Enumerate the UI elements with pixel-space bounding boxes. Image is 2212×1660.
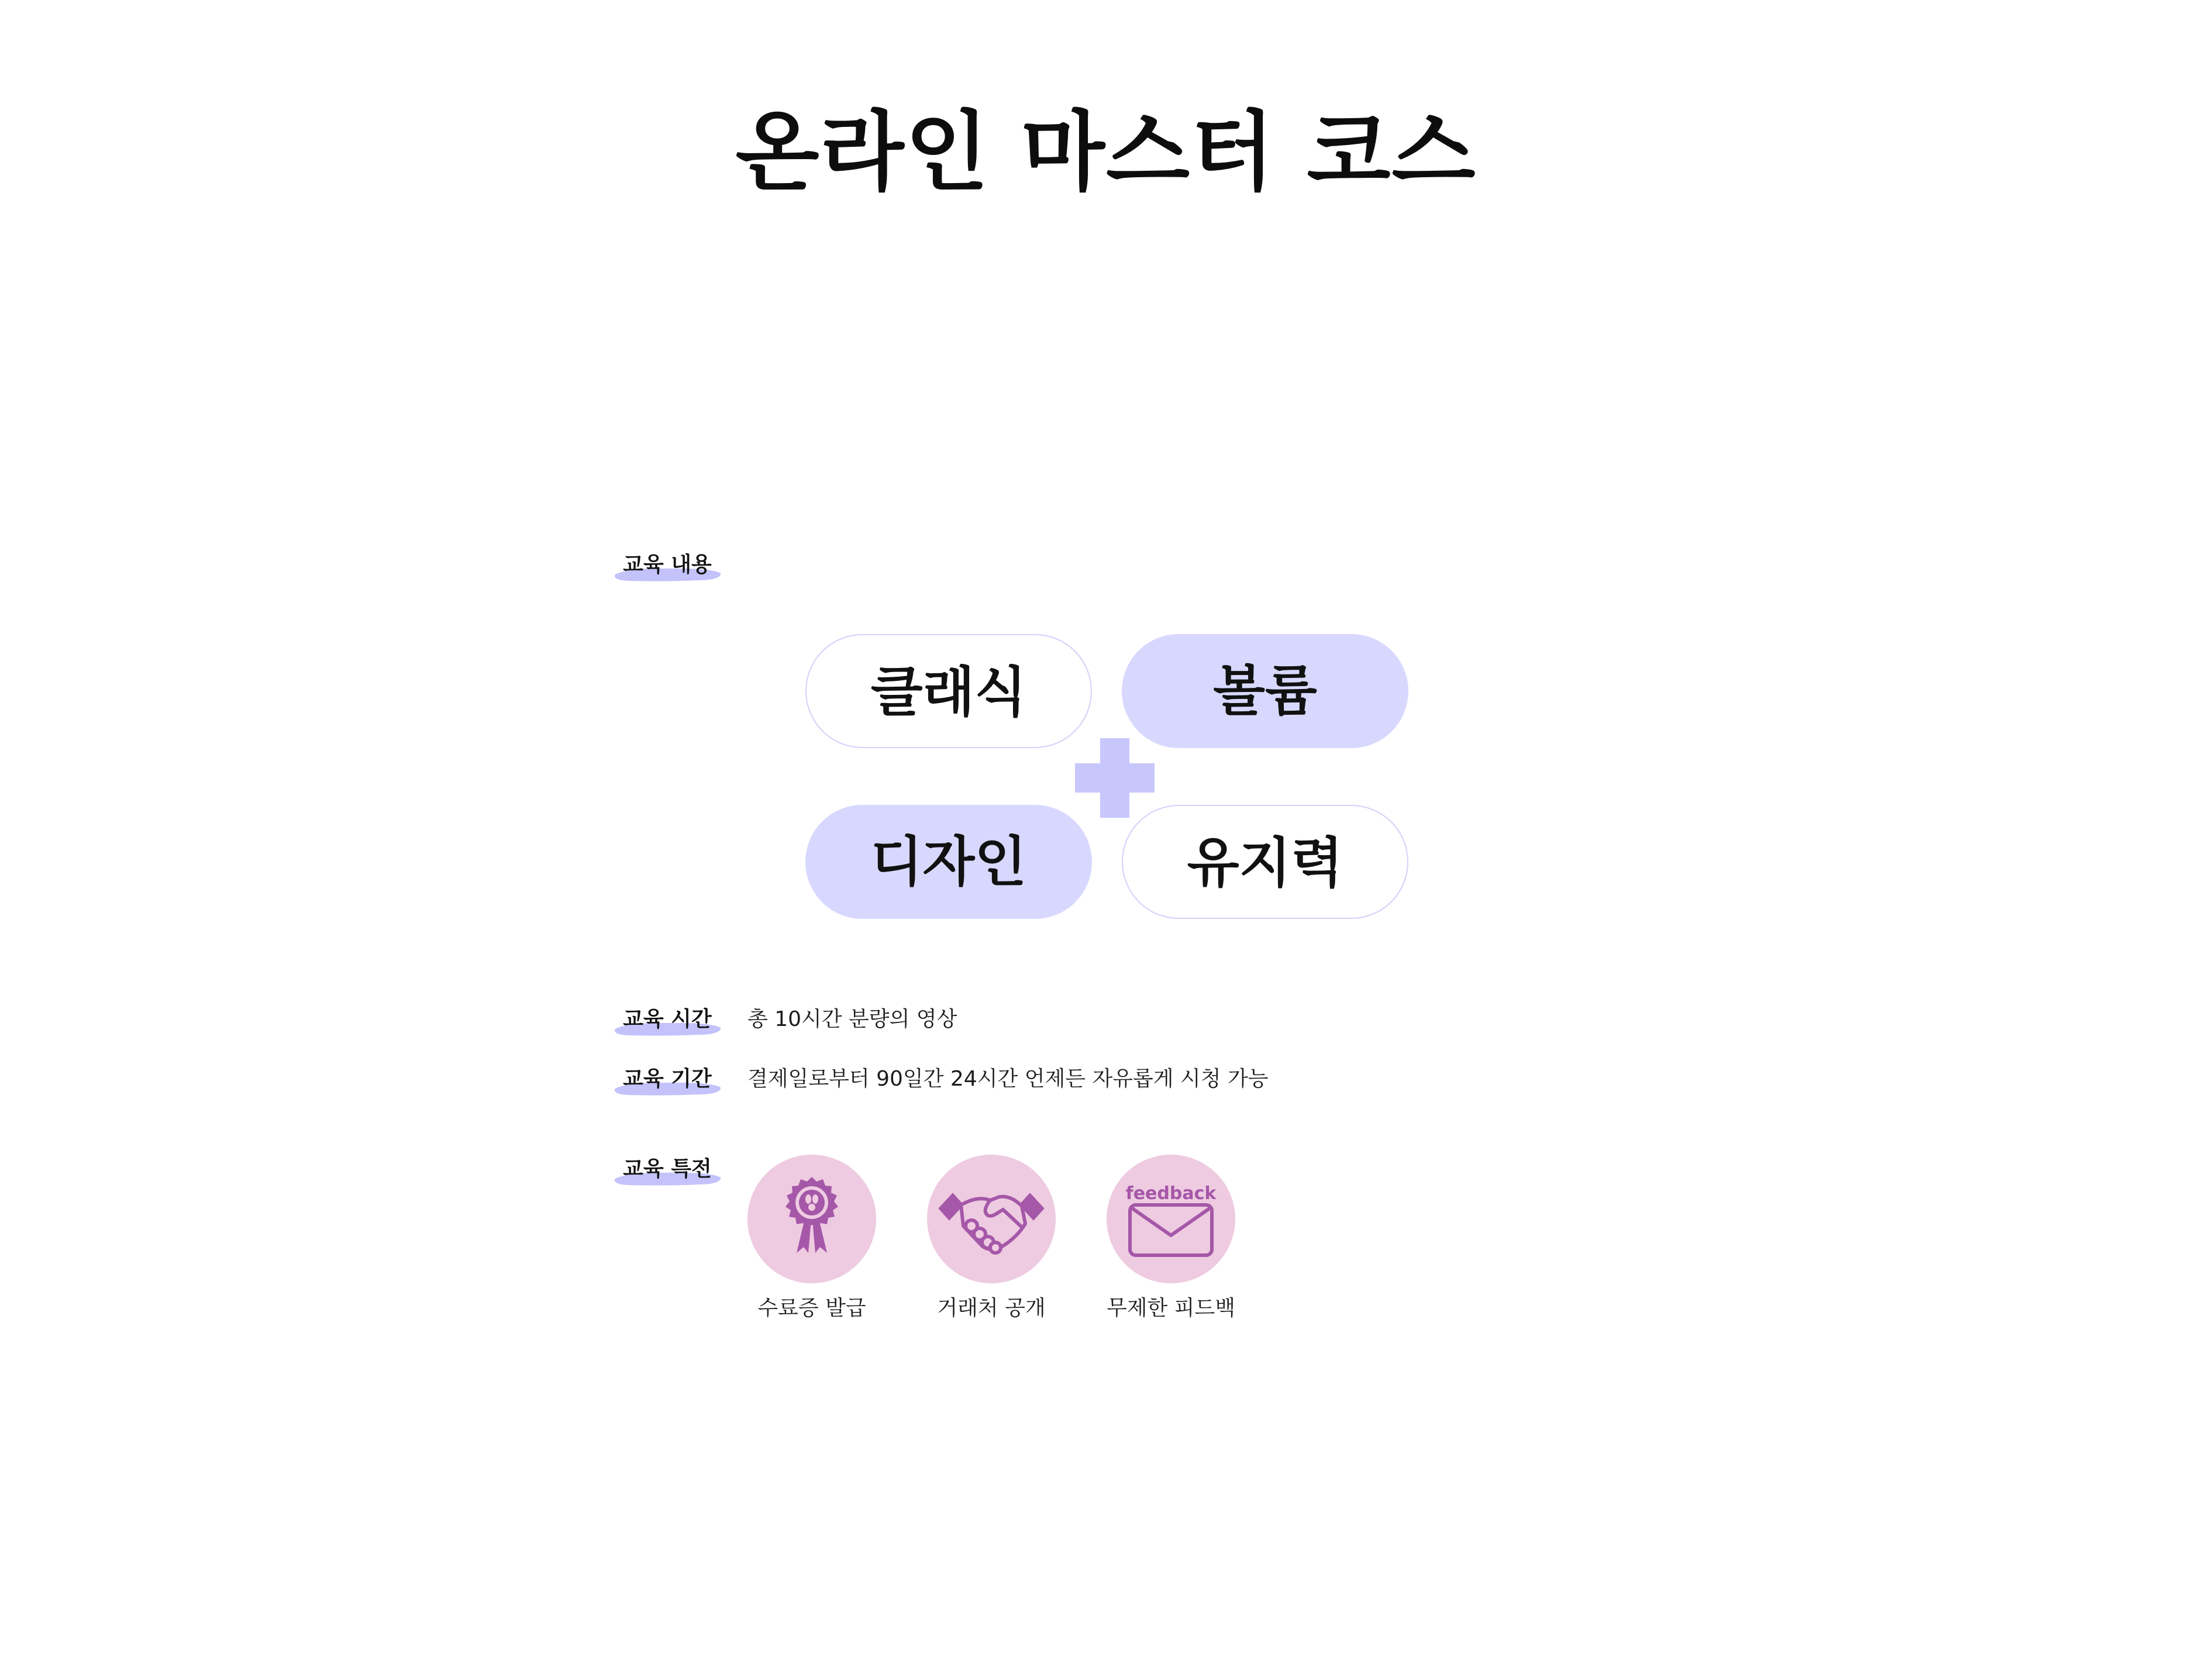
perk-certificate (736, 1155, 888, 1323)
section-label-perks (612, 1148, 723, 1190)
feedback-envelope-icon (1107, 1155, 1235, 1283)
pill-design: 디자인 (805, 805, 1092, 919)
section-label-text: 교육 기간 (623, 1067, 712, 1091)
feedback-icon-text: feedback (1125, 1183, 1217, 1204)
certificate-badge-icon (747, 1155, 876, 1283)
pill-classic: 클래식 (805, 634, 1092, 748)
handshake-icon (927, 1155, 1056, 1283)
section-label-period (612, 1058, 723, 1100)
section-label-content (612, 544, 723, 586)
perk-circle (1107, 1155, 1235, 1283)
section-label-time (612, 998, 723, 1041)
perk-caption: 거래처 공개 (937, 1296, 1046, 1320)
perk-caption: 무제한 피드백 (1106, 1296, 1236, 1320)
pill-volume: 볼륨 (1122, 634, 1408, 748)
time-value: 총 10시간 분량의 영상 (747, 1007, 957, 1031)
section-label-text: 교육 특전 (623, 1157, 712, 1181)
perk-feedback (1095, 1155, 1247, 1323)
section-label-text: 교육 시간 (623, 1007, 712, 1031)
section-label-text: 교육 내용 (623, 553, 712, 577)
perk-circle (927, 1155, 1056, 1283)
pill-retention: 유지력 (1122, 805, 1408, 919)
perk-caption: 수료증 발급 (757, 1296, 866, 1320)
page-title: 온라인 마스터 코스 (735, 102, 1477, 202)
plus-icon (1075, 738, 1155, 818)
period-value: 결제일로부터 90일간 24시간 언제든 자유롭게 시청 가능 (747, 1067, 1269, 1091)
perk-partners (915, 1155, 1067, 1323)
perk-circle (747, 1155, 876, 1283)
